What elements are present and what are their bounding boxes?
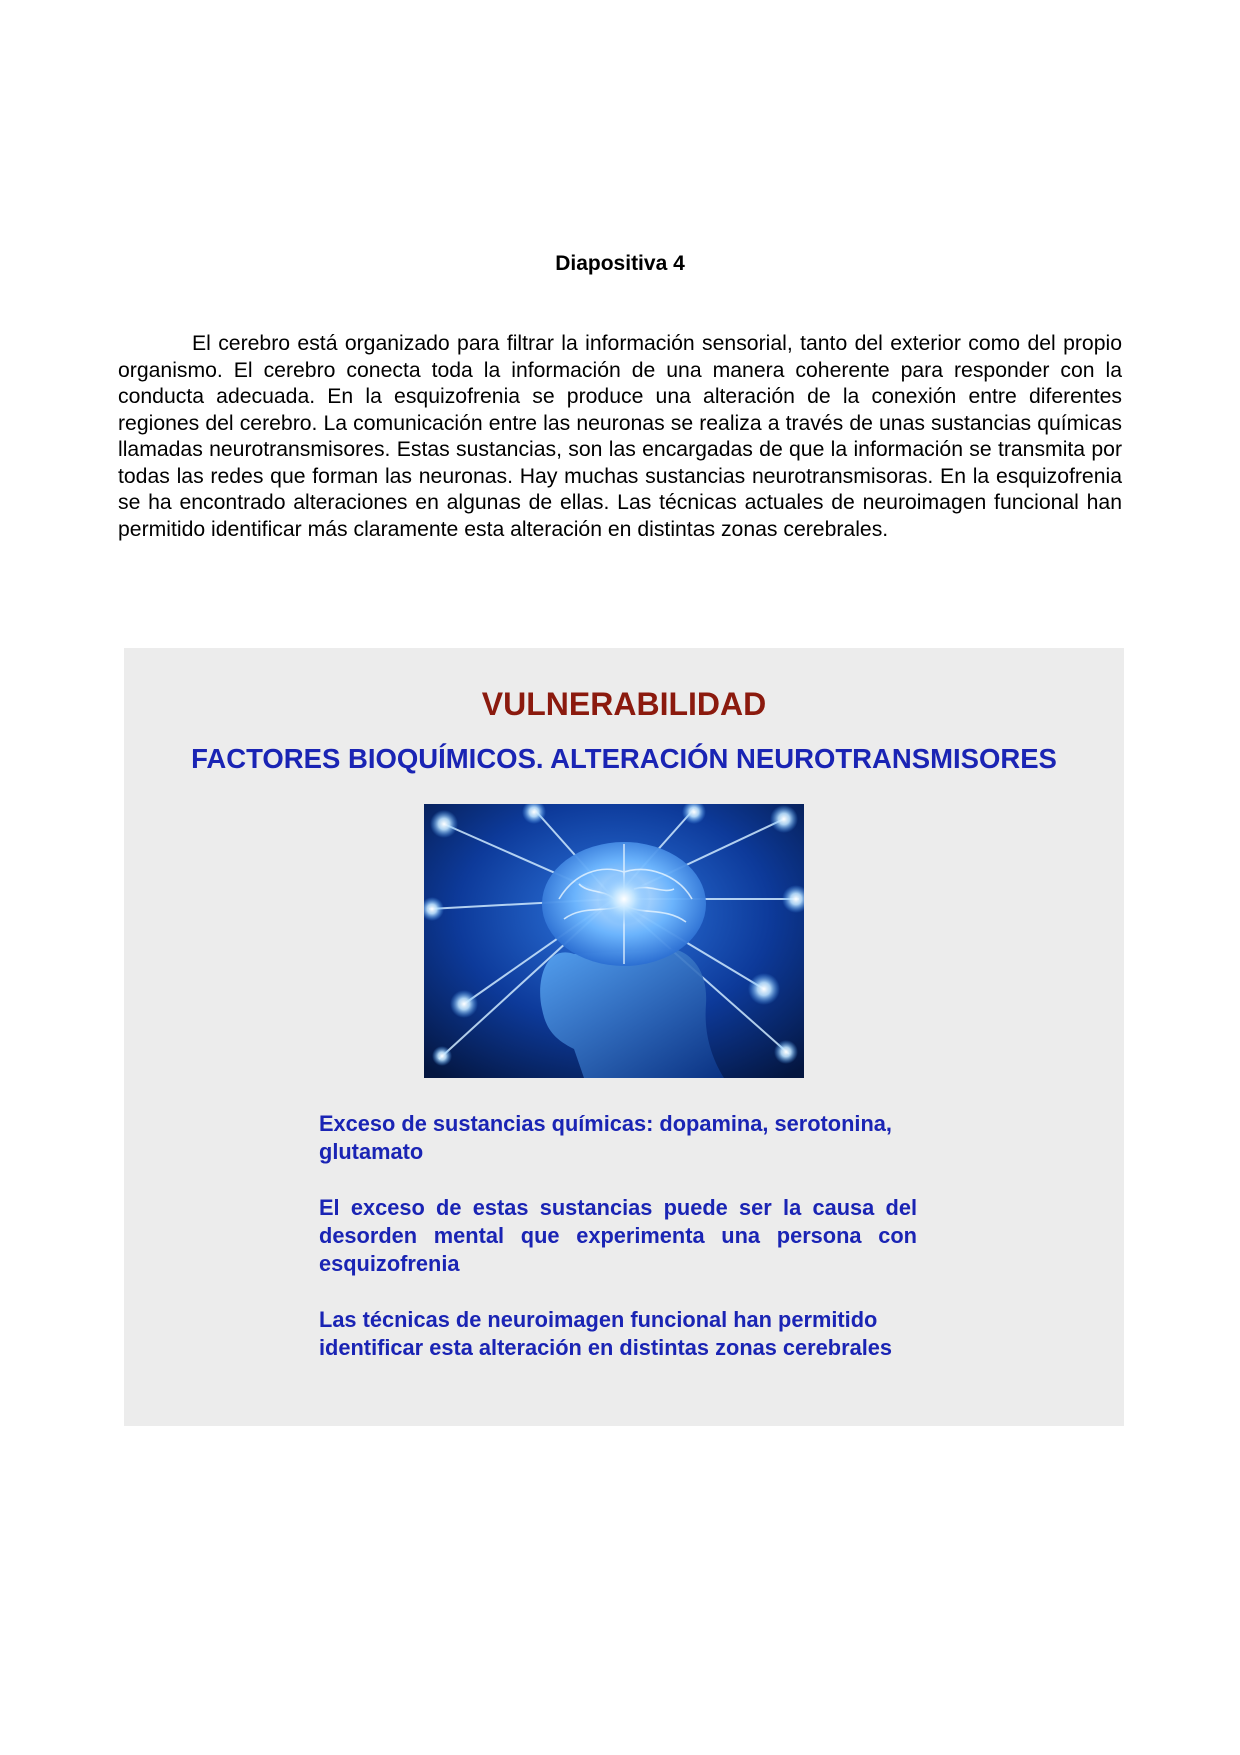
- slide-subtitle: FACTORES BIOQUÍMICOS. ALTERACIÓN NEUROTRANSMISORES: [191, 743, 1057, 774]
- slide-point-3: Las técnicas de neuroimagen funcional han permitido identificar esta alteración en distintas zonas cerebrales: [319, 1307, 892, 1360]
- slide-points: [319, 1110, 917, 1390]
- slide-title: VULNERABILIDAD: [481, 686, 767, 722]
- slide-panel: [124, 648, 1124, 1426]
- slide-point-2: El exceso de estas sustancias puede ser la causa del desorden mental que experimenta una persona con esquizofrenia: [319, 1195, 917, 1276]
- glowing-brain-head-image: [424, 804, 804, 1078]
- page-heading: Diapositiva 4: [555, 252, 685, 275]
- body-paragraph: El cerebro está organizado para filtrar la información sensorial, tanto del exterior como del propio organismo. El cerebro conecta toda la información de una manera coherente para responder con la conducta adecuada. En la esquizofrenia se produce una alteración de la conexión entre diferentes regiones del cerebro. La comunicación entre las neuronas se realiza a través de unas sustancias químicas llamadas neurotransmisores. Estas sustancias, son las encargadas de que la información se transmita por todas las redes que forman las neuronas. Hay muchas sustancias neurotransmisoras. En la esquizofrenia se ha encontrado alteraciones en algunas de ellas. Las técnicas actuales de neuroimagen funcional han permitido identificar más claramente esta alteración en distintas zonas cerebrales.: [118, 332, 1122, 541]
- slide-point-1: Exceso de sustancias químicas: dopamina, serotonina, glutamato: [319, 1111, 892, 1164]
